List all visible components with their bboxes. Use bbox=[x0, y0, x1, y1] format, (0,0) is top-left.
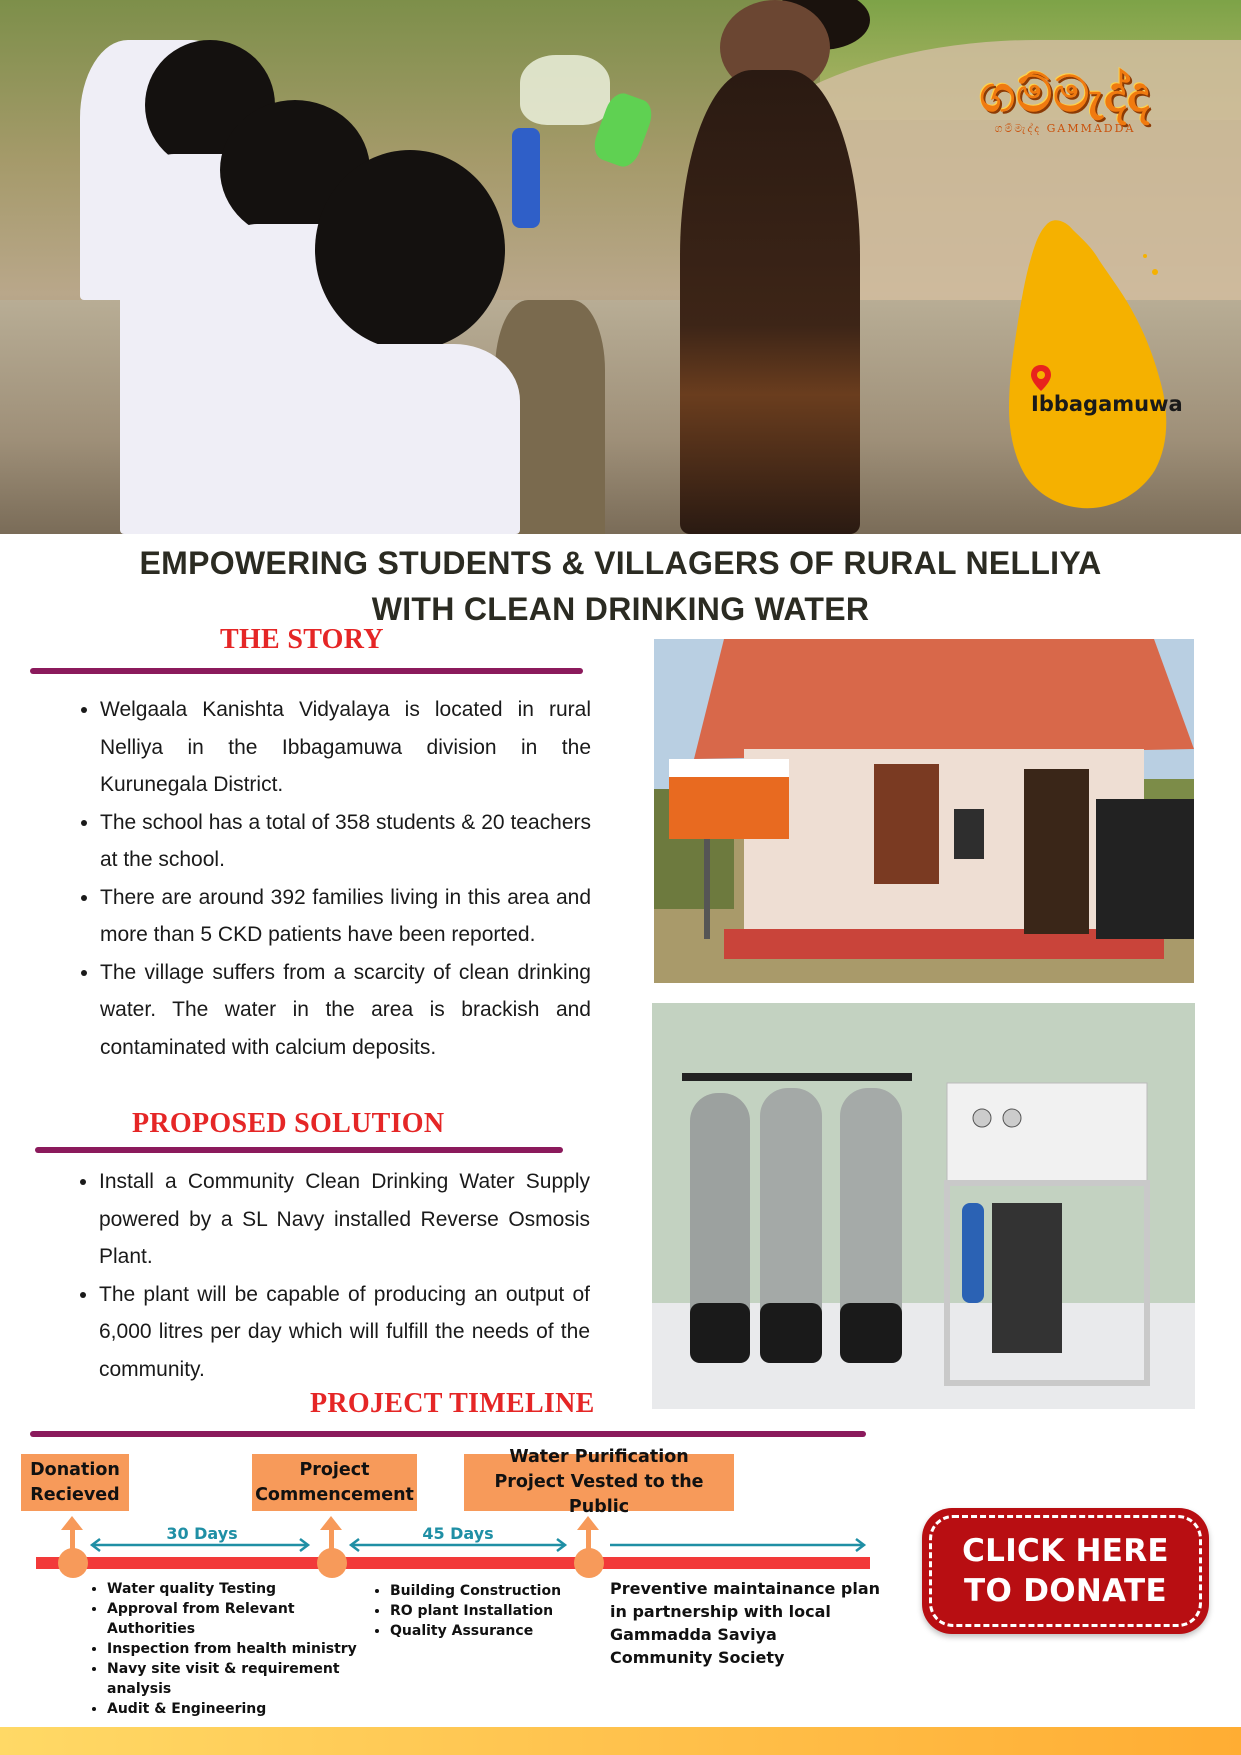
sri-lanka-map-icon bbox=[995, 216, 1185, 512]
location-pin-icon bbox=[1030, 364, 1052, 392]
phase2-task: • Quality Assurance bbox=[390, 1621, 590, 1641]
milestone-label: Project Vested to the Public bbox=[494, 1472, 704, 1517]
milestone-donation-received bbox=[21, 1454, 129, 1511]
story-item: • There are around 392 families living in this area and more than 5 CKD patients have been reported. bbox=[100, 879, 591, 954]
solution-heading: PROPOSED SOLUTION bbox=[132, 1108, 445, 1139]
timeline-bar bbox=[36, 1557, 870, 1569]
milestone-label: Donation bbox=[30, 1459, 120, 1480]
phase2-task: • RO plant Installation bbox=[390, 1601, 590, 1621]
timeline-node bbox=[317, 1548, 347, 1578]
hero-blue-bottle bbox=[512, 128, 540, 228]
milestone-label: Project bbox=[299, 1459, 370, 1480]
solution-divider bbox=[35, 1147, 563, 1153]
story-list bbox=[100, 691, 591, 1066]
milestone-label: Water Purification bbox=[509, 1447, 689, 1467]
logo-subtitle: ගම්මැද්ද GAMMADDA bbox=[994, 122, 1136, 135]
milestone-label: Recieved bbox=[30, 1484, 120, 1505]
phase1-task-list bbox=[107, 1579, 357, 1719]
solution-item: • Install a Community Clean Drinking Water Supply powered by a SL Navy installed Reverse Osmosis Plant. bbox=[99, 1163, 590, 1276]
hero-student bbox=[300, 150, 520, 534]
phase1-task: • Approval from Relevant Authorities bbox=[107, 1599, 357, 1639]
phase2-task-list bbox=[390, 1581, 590, 1641]
footer-strip bbox=[0, 1727, 1241, 1755]
ro-plant-building-photo bbox=[654, 639, 1194, 983]
hero-woman bbox=[680, 70, 860, 534]
solution-list bbox=[99, 1163, 590, 1388]
story-item: • Welgaala Kanishta Vidyalaya is located in rural Nelliya in the Ibbagamuwa division in the Kurunegala District. bbox=[100, 691, 591, 804]
phase1-task: • Inspection from health ministry bbox=[107, 1639, 357, 1659]
story-item: • The village suffers from a scarcity of clean drinking water. The water in the area is brackish and contaminated with calcium deposits. bbox=[100, 954, 591, 1067]
phase1-task: • Water quality Testing bbox=[107, 1579, 357, 1599]
phase3-note: Preventive maintainance plan in partnership with local Gammadda Saviya Community Society bbox=[610, 1579, 881, 1667]
donate-button-inner[interactable] bbox=[929, 1515, 1202, 1627]
phase2-task: • Building Construction bbox=[390, 1581, 590, 1601]
solution-item: • The plant will be capable of producing an output of 6,000 litres per day which will fulfill the needs of the community. bbox=[99, 1276, 590, 1389]
gammadda-logo bbox=[930, 66, 1200, 136]
phase1-task: • Navy site visit & requirement analysis bbox=[107, 1659, 357, 1699]
story-divider bbox=[30, 668, 583, 674]
milestone-project-commencement bbox=[252, 1454, 417, 1511]
milestone-project-vested bbox=[464, 1447, 734, 1517]
timeline-node bbox=[574, 1548, 604, 1578]
timeline-node bbox=[58, 1548, 88, 1578]
page-title-line-2: WITH CLEAN DRINKING WATER bbox=[371, 591, 870, 627]
milestone-label: Commencement bbox=[255, 1484, 414, 1505]
donate-label-line-2: TO DONATE bbox=[964, 1573, 1167, 1609]
reverse-osmosis-plant-photo bbox=[652, 1003, 1195, 1409]
span-label-45-days: 45 Days bbox=[422, 1524, 494, 1543]
story-heading: THE STORY bbox=[220, 624, 384, 655]
timeline-heading: PROJECT TIMELINE bbox=[310, 1388, 595, 1419]
page-title-line-1: EMPOWERING STUDENTS & VILLAGERS OF RURAL NELLIYA bbox=[139, 545, 1102, 581]
donate-label-line-1: CLICK HERE bbox=[962, 1533, 1169, 1569]
phase1-task: • Audit & Engineering bbox=[107, 1699, 357, 1719]
logo-wordmark: ගම්මැද්ද bbox=[979, 64, 1151, 123]
timeline-divider bbox=[30, 1431, 866, 1437]
story-item: • The school has a total of 358 students & 20 teachers at the school. bbox=[100, 804, 591, 879]
map-location-label: Ibbagamuwa bbox=[1031, 392, 1183, 416]
span-arrow-icon bbox=[608, 1537, 868, 1553]
hero-water-jug bbox=[520, 55, 610, 125]
span-label-30-days: 30 Days bbox=[166, 1524, 238, 1543]
page-title bbox=[0, 540, 1241, 632]
donate-button[interactable] bbox=[922, 1508, 1209, 1634]
